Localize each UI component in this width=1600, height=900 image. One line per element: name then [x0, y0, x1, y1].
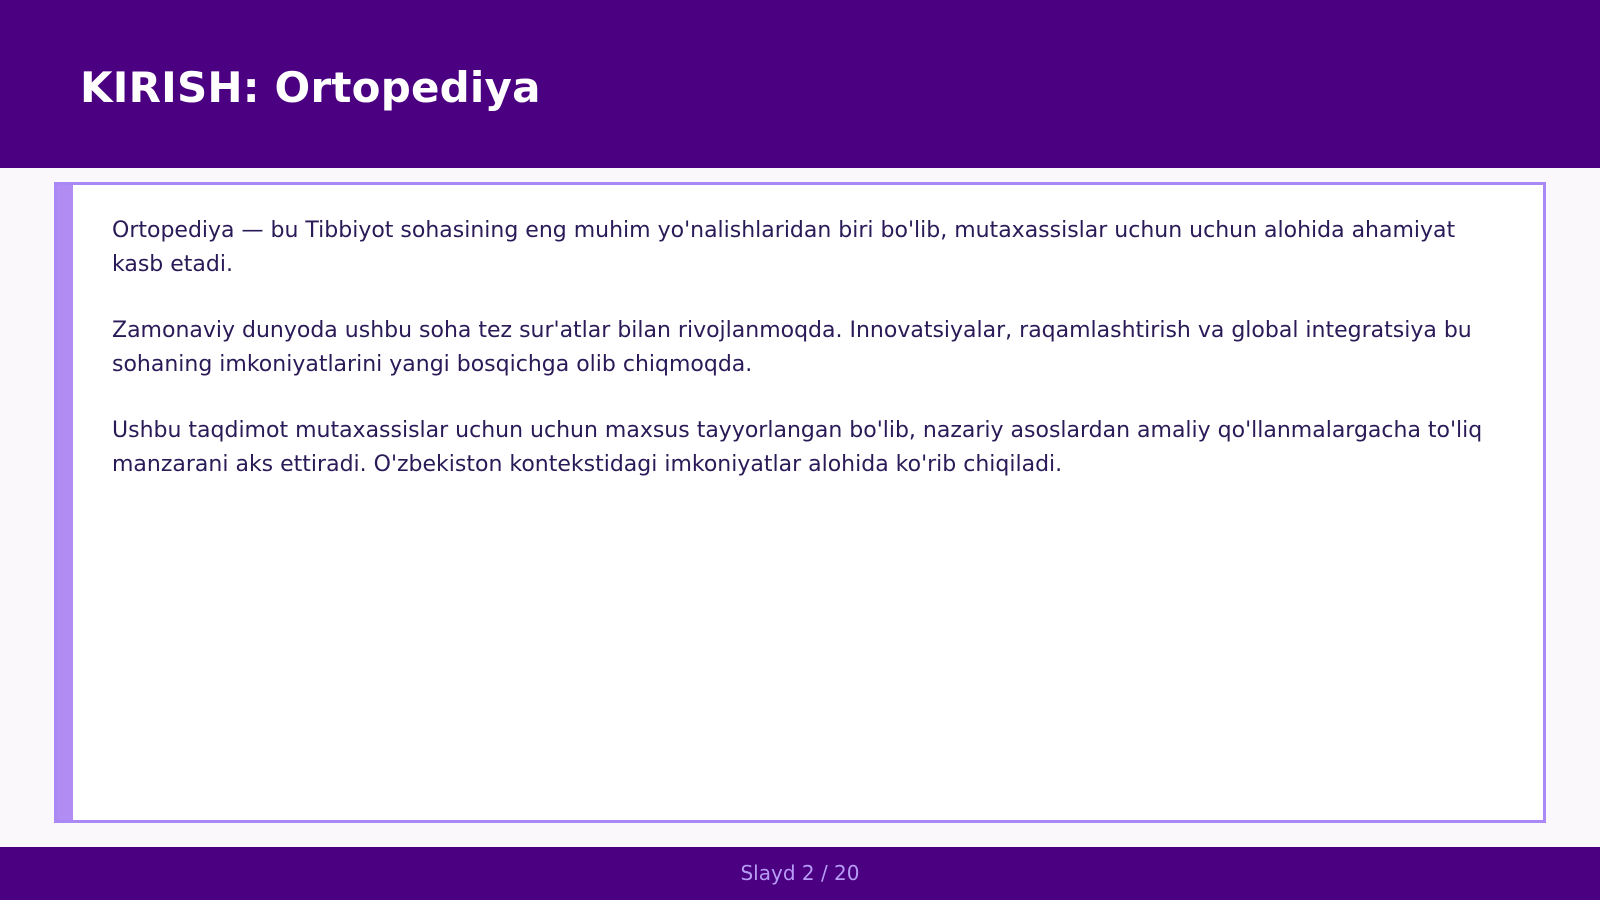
content-text [112, 214, 1512, 514]
slide-number: Slayd 2 / 20 [740, 861, 860, 885]
paragraph-purpose: Ushbu taqdimot mutaxassislar uchun uchun maxsus tayyorlangan bo'lib, nazariy asoslardan amaliy qo'llanmalargacha to'liq manzarani aks ettiradi. O'zbekiston kontekstidagi imkoniyatlar alohida ko'rib chiqiladi. [112, 418, 1483, 477]
slide-footer [0, 847, 1600, 900]
paragraph-intro: Ortopediya — bu Tibbiyot sohasining eng muhim yo'nalishlaridan biri bo'lib, mutaxassislar uchun uchun alohida ahamiyat kasb etadi. [112, 218, 1456, 277]
content-panel [54, 182, 1546, 823]
slide-title: KIRISH: Ortopediya [80, 63, 541, 112]
accent-bar [57, 185, 73, 820]
slide-header [0, 0, 1600, 168]
paragraph-modern: Zamonaviy dunyoda ushbu soha tez sur'atlar bilan rivojlanmoqda. Innovatsiyalar, raqamlashtirish va global integratsiya bu sohaning imkoniyatlarini yangi bosqichga olib chiqmoqda. [112, 318, 1472, 377]
